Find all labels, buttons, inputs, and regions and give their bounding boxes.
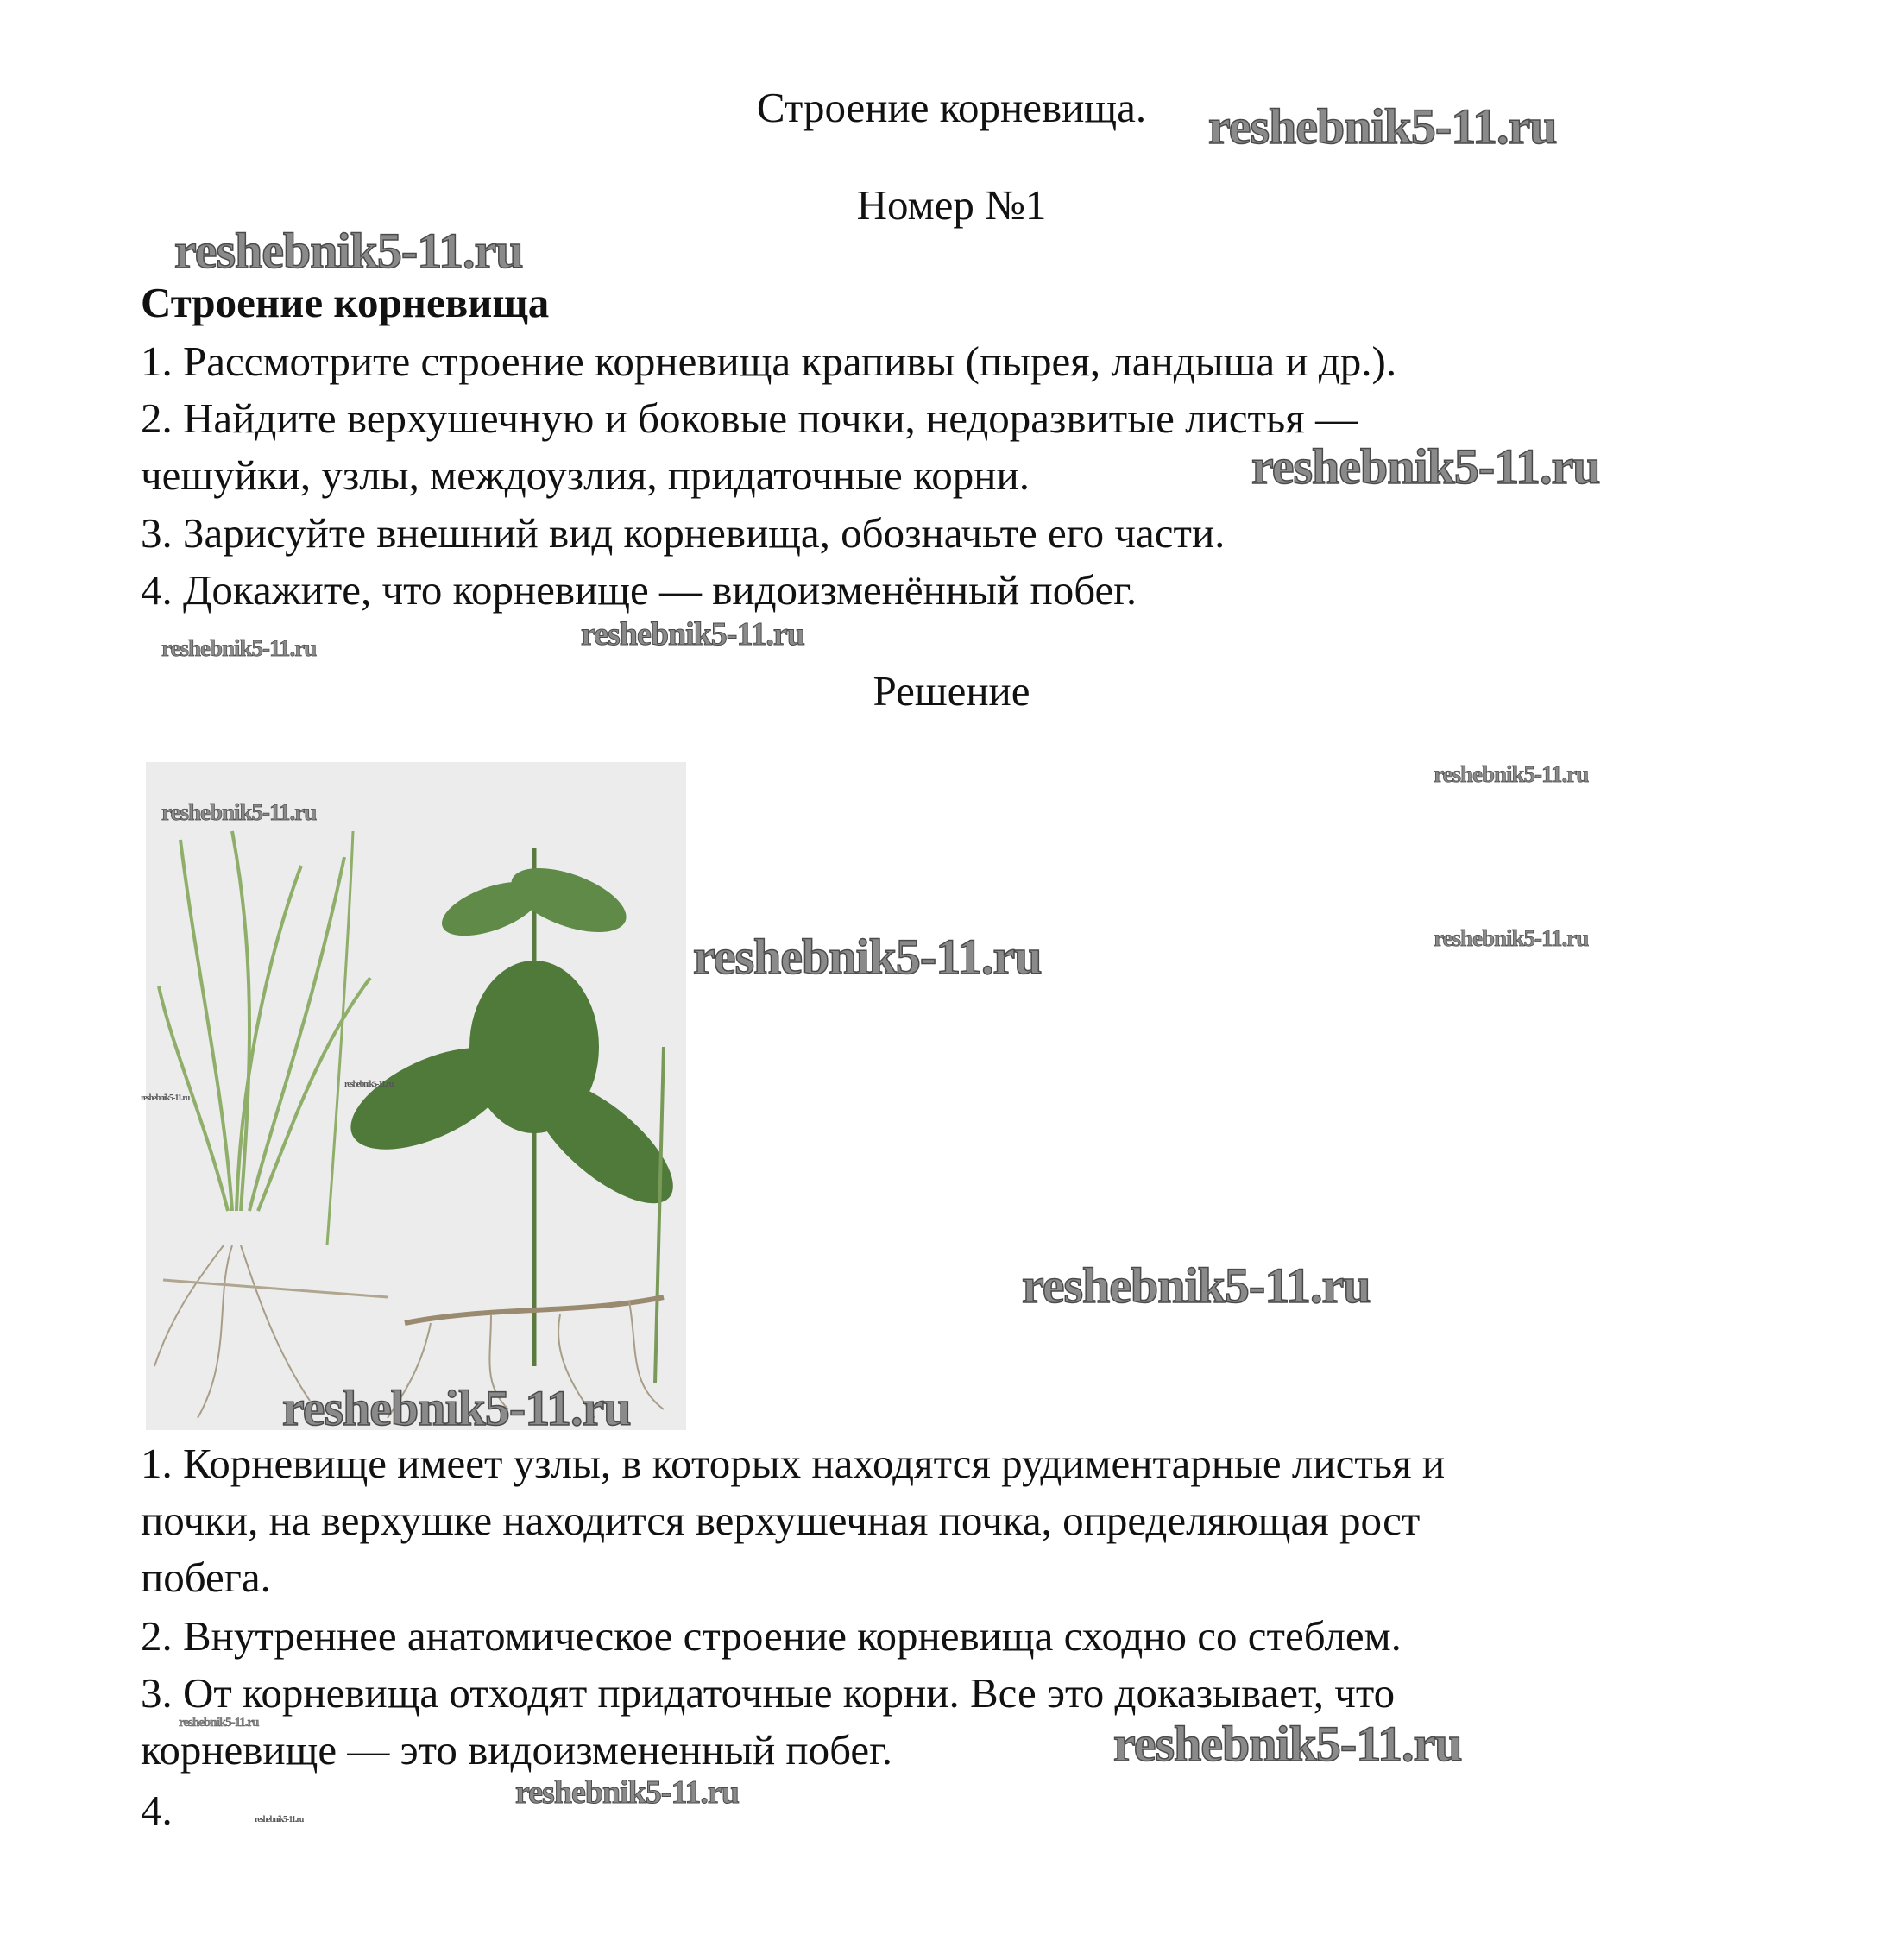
watermark: reshebnik5-11.ru (282, 1380, 631, 1436)
page-title: Строение корневища. (756, 84, 1147, 131)
watermark: reshebnik5-11.ru (693, 929, 1042, 985)
task-number: Номер №1 (856, 181, 1047, 229)
task-heading: Строение корневища (141, 279, 550, 326)
solution-line: 2. Внутреннее анатомическое строение корневища сходно со стеблем. (141, 1612, 1402, 1660)
solution-line: почки, на верхушке находится верхушечная почка, определяющая рост (141, 1497, 1421, 1544)
watermark: reshebnik5-11.ru (161, 799, 317, 825)
watermark: reshebnik5-11.ru (161, 635, 317, 661)
watermark: reshebnik5-11.ru (1113, 1716, 1462, 1772)
watermark: reshebnik5-11.ru (1434, 761, 1589, 787)
watermark: reshebnik5-11.ru (179, 1716, 259, 1730)
solution-line: побега. (141, 1554, 271, 1601)
solution-line: 3. От корневища отходят придаточные корни. Все это доказывает, что (141, 1669, 1396, 1717)
solution-line: корневище — это видоизмененный побег. (141, 1726, 892, 1774)
task-item: 4. Докажите, что корневище — видоизменённый побег. (141, 566, 1137, 614)
watermark: reshebnik5-11.ru (1251, 438, 1600, 495)
task-item: 2. Найдите верхушечную и боковые почки, недоразвитые листья — (141, 394, 1358, 442)
solution-line: 1. Корневище имеет узлы, в которых находятся рудиментарные листья и (141, 1440, 1446, 1487)
solution-heading: Решение (873, 667, 1030, 715)
task-item: 1. Рассмотрите строение корневища крапивы (пырея, ландыша и др.). (141, 337, 1397, 385)
watermark: reshebnik5-11.ru (581, 616, 804, 652)
nettle-drawing (336, 848, 686, 1418)
watermark: reshebnik5-11.ru (141, 1093, 190, 1103)
watermark: reshebnik5-11.ru (1022, 1257, 1371, 1314)
watermark: reshebnik5-11.ru (174, 223, 523, 279)
watermark: reshebnik5-11.ru (344, 1080, 394, 1089)
task-item: 3. Зарисуйте внешний вид корневища, обозначьте его части. (141, 509, 1226, 557)
watermark: reshebnik5-11.ru (1434, 925, 1589, 951)
watermark: reshebnik5-11.ru (1208, 98, 1557, 154)
watermark: reshebnik5-11.ru (255, 1815, 304, 1825)
watermark: reshebnik5-11.ru (515, 1774, 739, 1811)
task-item: чешуйки, узлы, междоузлия, придаточные корни. (141, 451, 1030, 499)
solution-line: 4. (141, 1787, 173, 1834)
rhizome-illustration (146, 762, 686, 1430)
